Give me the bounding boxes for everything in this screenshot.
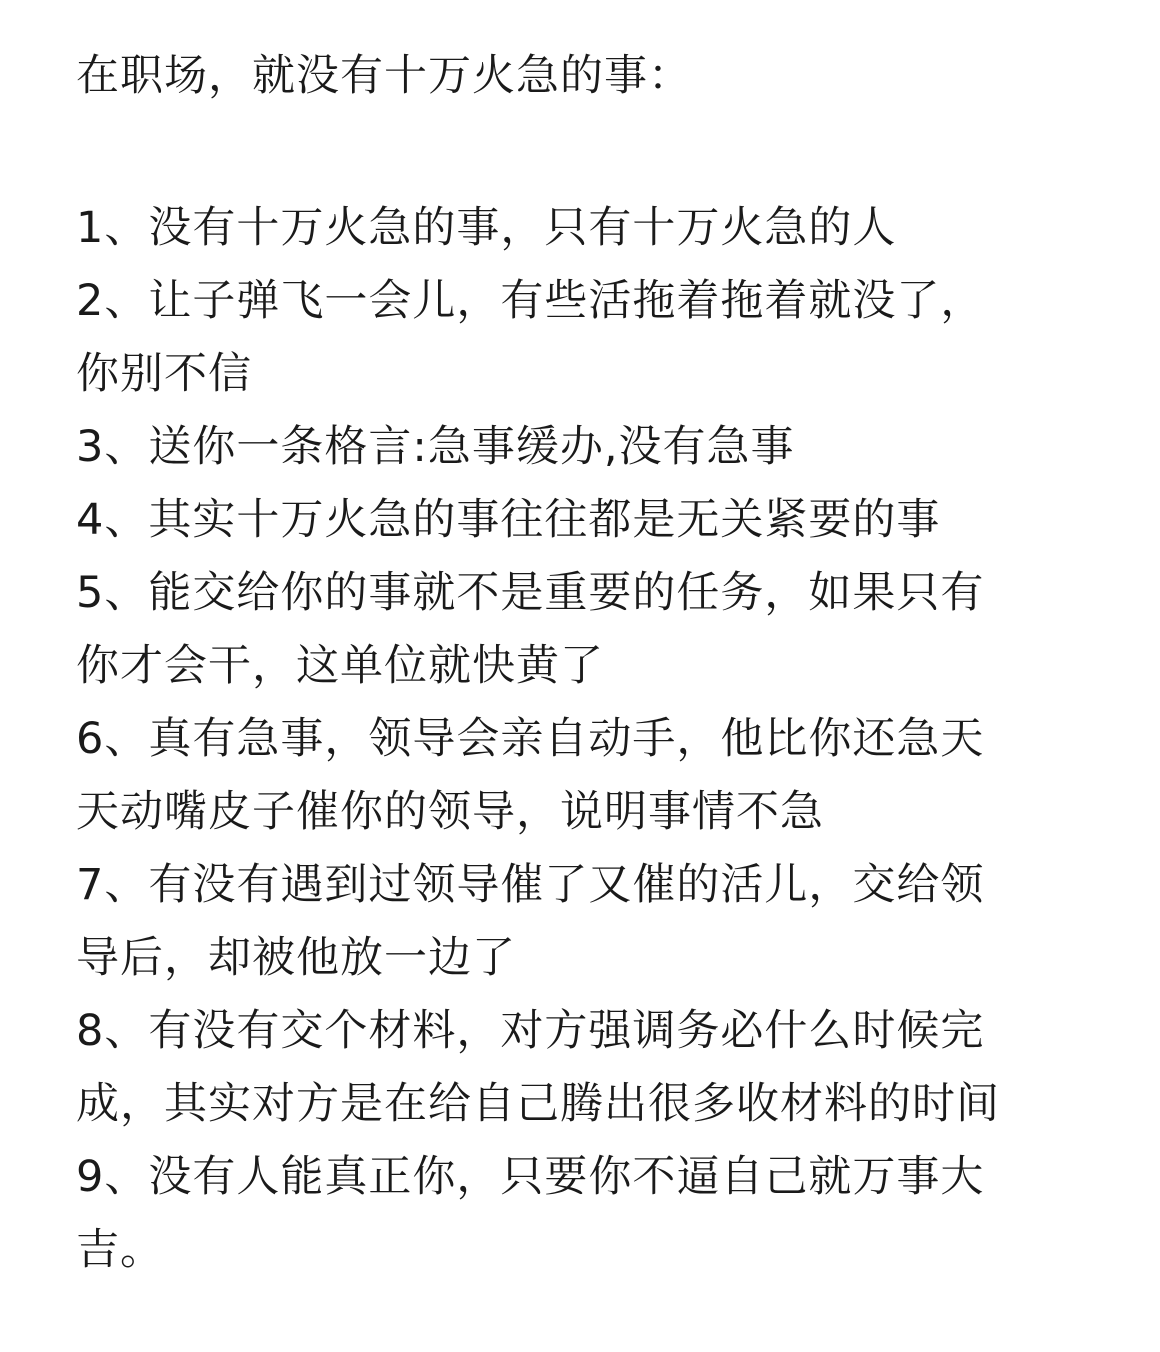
blank-line [76,113,1126,192]
text-line: 7、有没有遇到过领导催了又催的活儿，交给领 [76,860,985,910]
text-line: 导后，却被他放一边了 [76,933,516,983]
article [76,40,1126,1287]
text-line: 9、没有人能真正你，只要你不逼自己就万事大 [76,1152,985,1202]
text-line: 4、其实十万火急的事往往都是无关紧要的事 [76,495,941,545]
text-line: 1、没有十万火急的事，只有十万火急的人 [76,203,897,253]
text-line: 8、有没有交个材料，对方强调务必什么时候完 [76,1006,985,1056]
text-line: 吉。 [76,1225,164,1275]
text-line: 你才会干，这单位就快黄了 [76,641,604,691]
text-line: 2、让子弹飞一会儿，有些活拖着拖着就没了， [76,276,985,326]
text-line: 你别不信 [76,349,252,399]
article-title: 在职场，就没有十万火急的事： [76,51,692,101]
text-line: 6、真有急事，领导会亲自动手，他比你还急天 [76,714,985,764]
text-line: 5、能交给你的事就不是重要的任务，如果只有 [76,568,985,618]
text-line: 成，其实对方是在给自己腾出很多收材料的时间 [76,1079,1000,1129]
text-line: 3、送你一条格言:急事缓办,没有急事 [76,422,795,472]
text-line: 天动嘴皮子催你的领导，说明事情不急 [76,787,824,837]
